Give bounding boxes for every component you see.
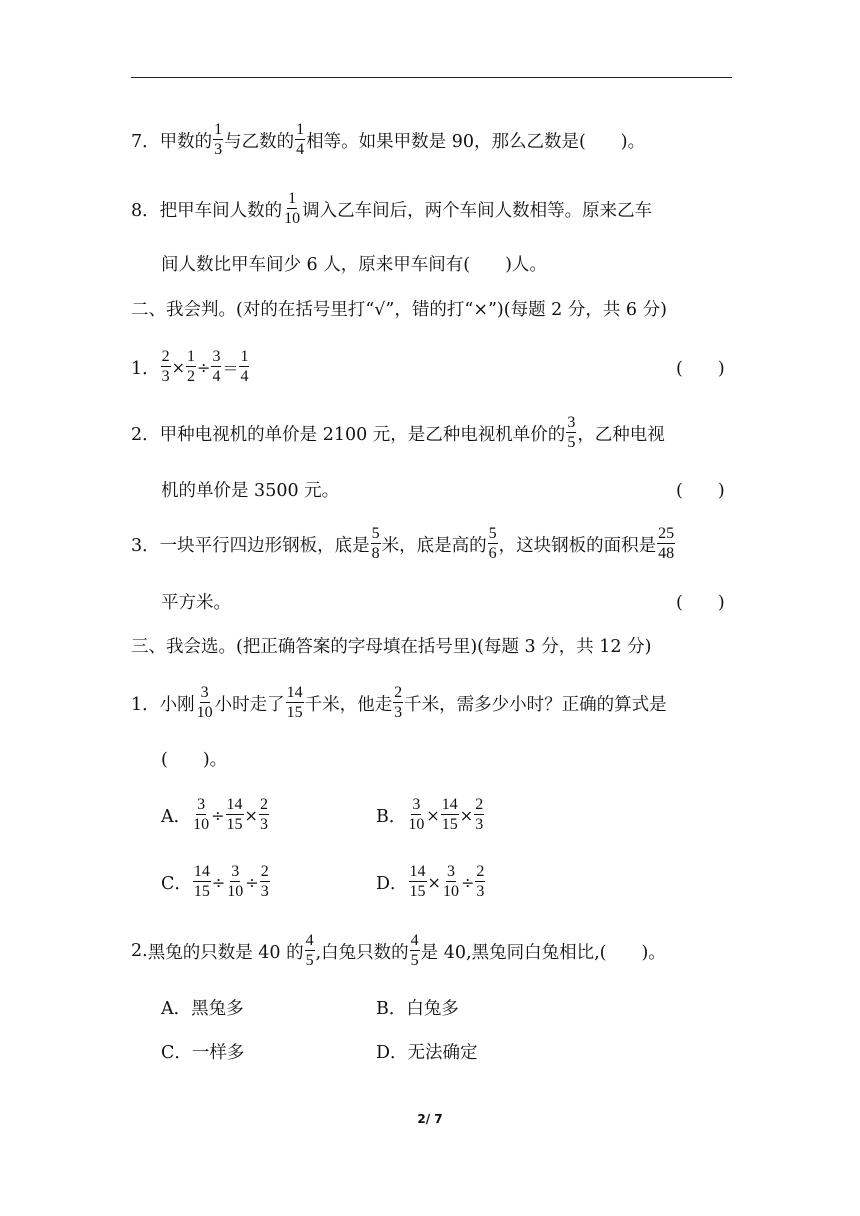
option-text: C．一样多 bbox=[161, 1042, 245, 1063]
fraction: $\frac{1}{10}$ bbox=[284, 190, 301, 227]
question-text: 小时走了 bbox=[214, 694, 285, 715]
option-label: B． bbox=[376, 806, 407, 827]
operator: ＝ bbox=[222, 358, 239, 378]
fraction: $\frac{3}{10}$ bbox=[196, 684, 213, 721]
fraction: $\frac{4}{5}$ bbox=[410, 932, 419, 969]
question-number: 3． bbox=[131, 535, 160, 556]
option-a[interactable] bbox=[161, 982, 244, 1032]
answer-paren[interactable]: ( ) bbox=[676, 480, 725, 501]
option-text: D．无法确定 bbox=[376, 1042, 478, 1063]
fraction: $\frac{1}{4}$ bbox=[240, 348, 249, 385]
operator: ÷ bbox=[211, 805, 225, 825]
fraction: $\frac{14}{15}$ bbox=[226, 796, 243, 833]
question-text: 黑兔的只数是 40 的 bbox=[147, 942, 304, 963]
fraction: $\frac{5}{6}$ bbox=[488, 525, 497, 562]
question-text: 一块平行四边形钢板，底是 bbox=[159, 535, 370, 556]
fraction: $\frac{3}{10}$ bbox=[408, 796, 425, 833]
question-text: 与乙数的 bbox=[224, 131, 295, 152]
question-text: 间人数比甲车间少 6 人，原来甲车间有( )人。 bbox=[161, 254, 547, 275]
question-text: 调入乙车间后，两个车间人数相等。原来乙车 bbox=[302, 200, 653, 221]
option-text: A．黑兔多 bbox=[161, 998, 244, 1019]
header-rule bbox=[131, 77, 732, 78]
question-number: 1． bbox=[131, 694, 160, 715]
fraction: $\frac{3}{4}$ bbox=[212, 348, 221, 385]
answer-paren[interactable]: ( )。 bbox=[161, 749, 228, 770]
operator: × bbox=[427, 872, 441, 892]
question-text: 平方米。 bbox=[161, 592, 231, 613]
question-number: 2． bbox=[131, 424, 160, 445]
fraction: $\frac{2}{3}$ bbox=[394, 684, 403, 721]
question-text: ，这块钢板的面积是 bbox=[498, 535, 657, 556]
fraction: $\frac{3}{5}$ bbox=[567, 414, 576, 451]
question-text: 把甲车间人数的 bbox=[159, 200, 283, 221]
operator: ÷ bbox=[245, 872, 259, 892]
question-number: 2. bbox=[131, 941, 148, 961]
option-label: A． bbox=[161, 806, 192, 827]
fraction: $\frac{3}{10}$ bbox=[227, 863, 244, 900]
option-c[interactable] bbox=[161, 857, 271, 907]
fraction: $\frac{5}{8}$ bbox=[371, 525, 380, 562]
fraction: $\frac{2}{3}$ bbox=[476, 863, 485, 900]
question-text: 甲数的 bbox=[159, 131, 213, 152]
fraction: $\frac{1}{4}$ bbox=[296, 121, 305, 158]
operator: × bbox=[459, 805, 474, 825]
operator: × bbox=[244, 805, 258, 825]
answer-paren[interactable]: ( ) bbox=[676, 592, 725, 613]
operator: ÷ bbox=[460, 872, 475, 892]
option-label: C． bbox=[161, 873, 192, 894]
option-b[interactable] bbox=[376, 790, 485, 840]
fraction: $\frac{2}{3}$ bbox=[260, 863, 269, 900]
question-text: 千米，需多少小时？正确的算式是 bbox=[404, 694, 667, 715]
fraction: $\frac{2}{3}$ bbox=[475, 796, 484, 833]
option-a[interactable] bbox=[161, 790, 270, 840]
question-text: 机的单价是 3500 元。 bbox=[161, 480, 340, 501]
fraction: $\frac{14}{15}$ bbox=[286, 684, 303, 721]
option-label: D． bbox=[376, 873, 408, 894]
fraction: $\frac{3}{10}$ bbox=[193, 796, 210, 833]
fraction: $\frac{3}{10}$ bbox=[442, 863, 459, 900]
fraction: $\frac{14}{15}$ bbox=[409, 863, 426, 900]
question-text: ，乙种电视 bbox=[577, 424, 665, 445]
section-title: 二、我会判。(对的在括号里打“√”，错的打“×”)(每题 2 分，共 6 分) bbox=[131, 299, 667, 320]
option-d[interactable] bbox=[376, 1026, 478, 1076]
operator: × bbox=[426, 805, 440, 825]
question-text: 相等。如果甲数是 90，那么乙数是( )。 bbox=[306, 131, 646, 152]
fraction: $\frac{1}{3}$ bbox=[214, 121, 223, 158]
fraction: $\frac{14}{15}$ bbox=[193, 863, 210, 900]
answer-paren[interactable]: ( ) bbox=[676, 358, 725, 379]
question-text: ,白兔只数的 bbox=[315, 942, 409, 963]
fraction: $\frac{1}{2}$ bbox=[187, 348, 196, 385]
question-text: 甲种电视机的单价是 2100 元，是乙种电视机单价的 bbox=[159, 424, 566, 445]
question-text: 米，底是高的 bbox=[381, 535, 487, 556]
question-text: 小刚 bbox=[159, 694, 195, 715]
fraction: $\frac{14}{15}$ bbox=[441, 796, 458, 833]
fraction: $\frac{2}{3}$ bbox=[259, 796, 268, 833]
question-number: 8． bbox=[131, 200, 160, 221]
fraction: $\frac{4}{5}$ bbox=[305, 932, 314, 969]
fraction: $\frac{2}{3}$ bbox=[161, 348, 170, 385]
operator: ÷ bbox=[211, 872, 226, 892]
option-b[interactable] bbox=[376, 982, 459, 1032]
question-text: 千米，他走 bbox=[304, 694, 393, 715]
fraction: $\frac{25}{48}$ bbox=[658, 525, 675, 562]
question-number: 7． bbox=[131, 131, 160, 152]
question-text: 是 40,黑兔同白兔相比,( )。 bbox=[420, 942, 666, 963]
option-d[interactable] bbox=[376, 857, 486, 907]
operator: × bbox=[171, 357, 186, 377]
section-title: 三、我会选。(把正确答案的字母填在括号里)(每题 3 分，共 12 分) bbox=[131, 636, 652, 657]
operator: ÷ bbox=[197, 357, 211, 377]
page-number: 2/ 7 bbox=[417, 1112, 443, 1126]
option-text: B．白兔多 bbox=[376, 998, 459, 1019]
question-number: 1． bbox=[131, 358, 160, 379]
option-c[interactable] bbox=[161, 1026, 244, 1076]
